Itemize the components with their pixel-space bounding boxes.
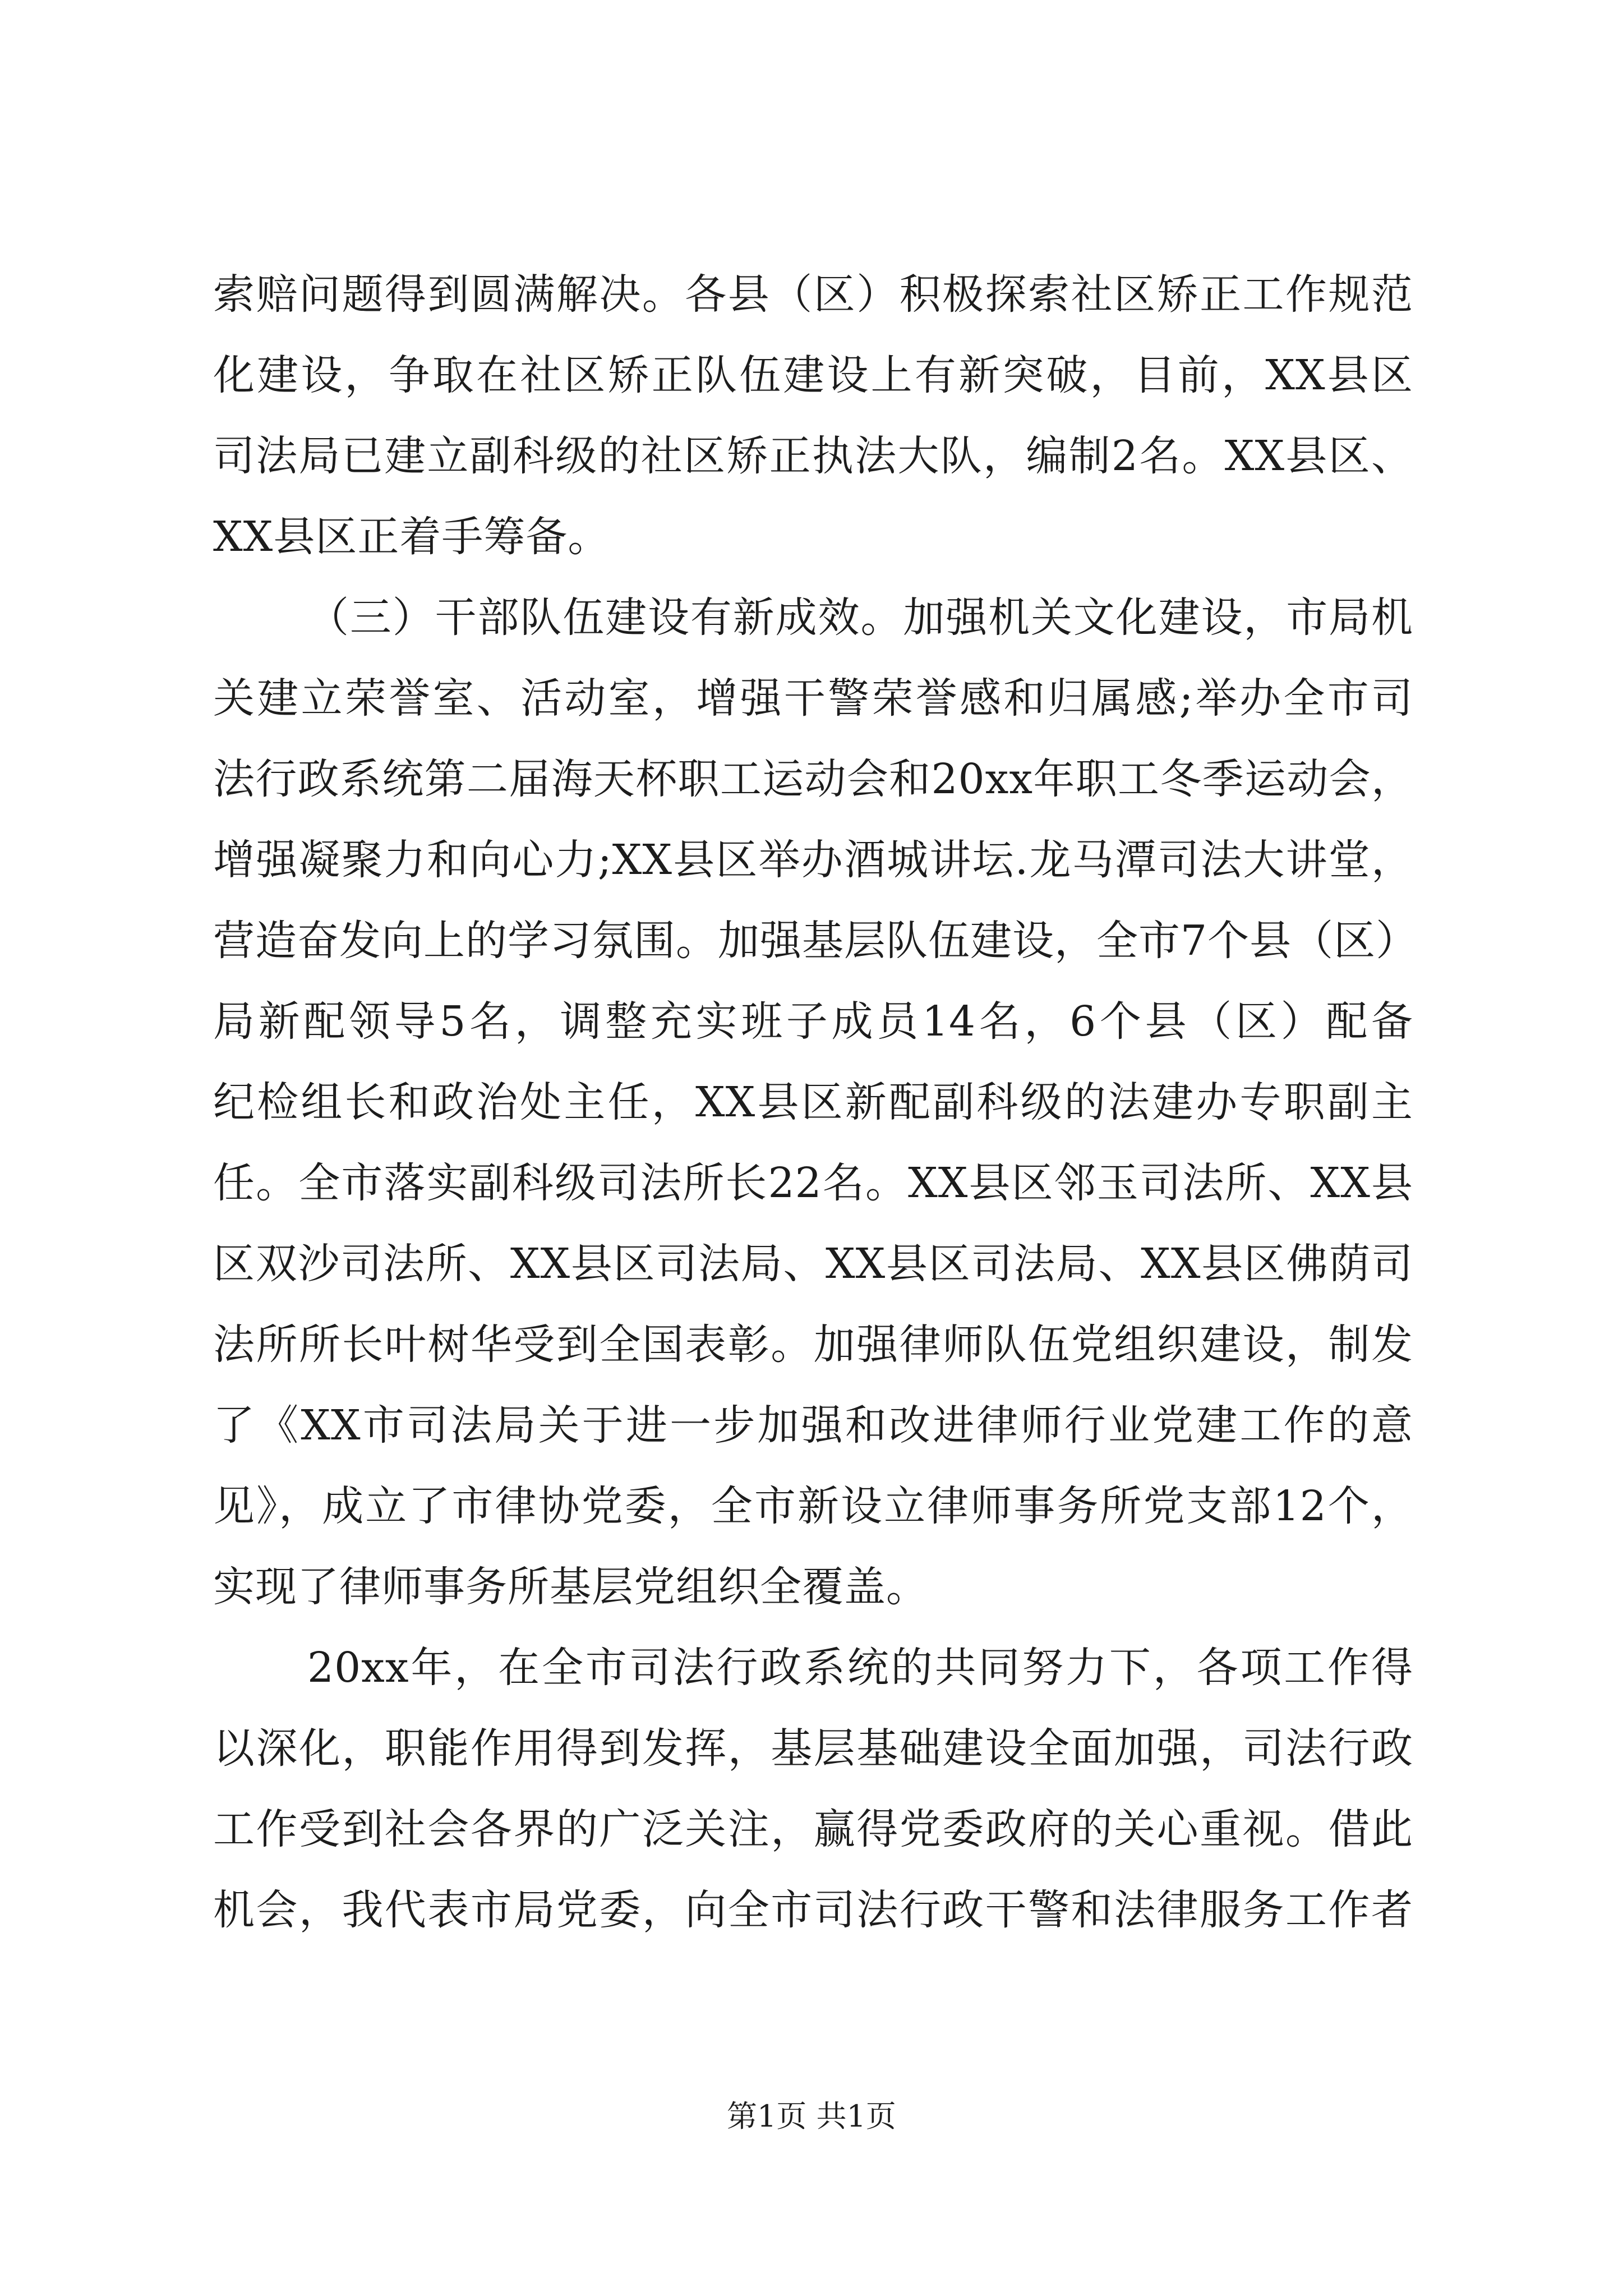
- text-line-1: 索赔问题得到圆满解决。各县（区）积极探索社区矫正工作规范: [213, 270, 1413, 319]
- text-line-5: （三）干部队伍建设有新成效。加强机关文化建设，市局机: [307, 593, 1413, 642]
- text-line-7: 法行政系统第二届海天杯职工运动会和20xx年职工冬季运动会，: [213, 755, 1413, 803]
- text-line-6: 关建立荣誉室、活动室，增强干警荣誉感和归属感;举办全市司: [213, 674, 1413, 723]
- text-line-19: 以深化，职能作用得到发挥，基层基础建设全面加强，司法行政: [213, 1724, 1413, 1773]
- text-line-12: 任。全市落实副科级司法所长22名。XX县区邻玉司法所、XX县: [213, 1159, 1413, 1207]
- page-footer: 第1页 共1页: [727, 2099, 896, 2134]
- text-line-17: 实现了律师事务所基层党组织全覆盖。: [213, 1563, 928, 1611]
- text-line-20: 工作受到社会各界的广泛关注，赢得党委政府的关心重视。借此: [213, 1805, 1413, 1853]
- text-line-8: 增强凝聚力和向心力;XX县区举办酒城讲坛.龙马潭司法大讲堂，: [213, 836, 1413, 884]
- text-line-2: 化建设，争取在社区矫正队伍建设上有新突破，目前，XX县区: [213, 351, 1413, 399]
- text-line-11: 纪检组长和政治处主任，XX县区新配副科级的法建办专职副主: [213, 1078, 1413, 1126]
- text-line-15: 了《XX市司法局关于进一步加强和改进律师行业党建工作的意: [213, 1401, 1413, 1450]
- text-line-13: 区双沙司法所、XX县区司法局、XX县区司法局、XX县区佛荫司: [213, 1240, 1413, 1288]
- text-line-4: XX县区正着手筹备。: [213, 513, 610, 561]
- text-line-18: 20xx年，在全市司法行政系统的共同努力下，各项工作得: [307, 1644, 1413, 1692]
- text-line-3: 司法局已建立副科级的社区矫正执法大队，编制2名。XX县区、: [213, 432, 1413, 480]
- text-line-10: 局新配领导5名，调整充实班子成员14名，6个县（区）配备: [213, 997, 1413, 1046]
- text-line-14: 法所所长叶树华受到全国表彰。加强律师队伍党组织建设，制发: [213, 1320, 1413, 1369]
- text-line-16: 见》，成立了市律协党委，全市新设立律师事务所党支部12个，: [213, 1482, 1413, 1530]
- text-line-21: 机会，我代表市局党委，向全市司法行政干警和法律服务工作者: [213, 1886, 1413, 1934]
- text-line-9: 营造奋发向上的学习氛围。加强基层队伍建设，全市7个县（区）: [213, 917, 1418, 965]
